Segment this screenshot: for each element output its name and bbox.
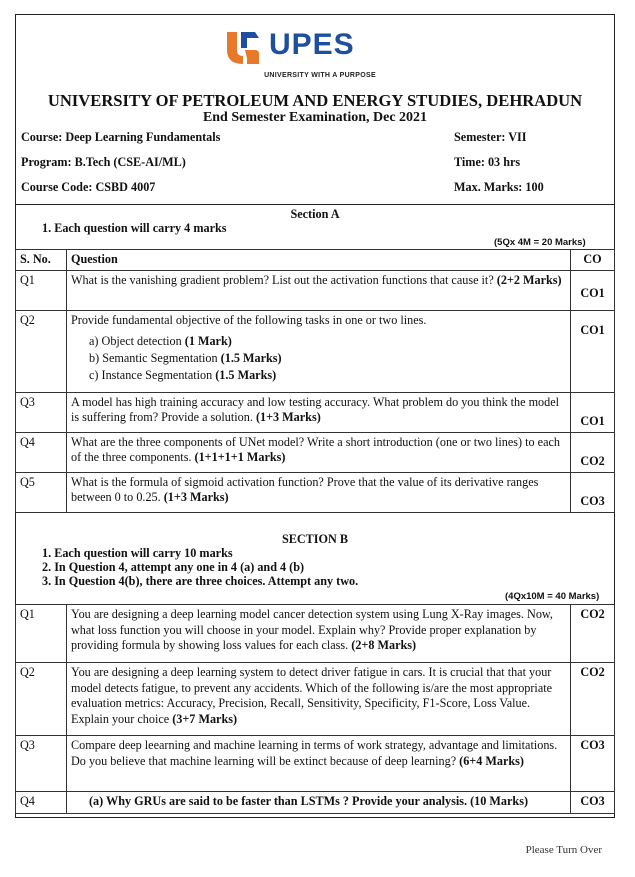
upes-logo bbox=[225, 26, 415, 86]
logo-wordmark: UPES bbox=[269, 28, 355, 61]
table-row bbox=[16, 432, 615, 472]
section-a-marks-note: (5Qx 4M = 20 Marks) bbox=[494, 237, 586, 248]
subpart-item bbox=[71, 333, 566, 350]
table-row bbox=[16, 310, 615, 392]
question-marks: (2+2 Marks) bbox=[496, 272, 562, 287]
question-marks: (1+3 Marks) bbox=[255, 410, 321, 424]
subpart-item bbox=[71, 350, 566, 367]
table-row bbox=[16, 605, 615, 663]
course-code: Course Code: CSBD 4007 bbox=[21, 180, 156, 194]
col-sno-header: S. No. bbox=[16, 250, 67, 271]
subpart-marks: (1 Mark) bbox=[184, 334, 232, 348]
program: Program: B.Tech (CSE-AI/ML) bbox=[21, 155, 186, 169]
question-number: Q4 bbox=[16, 792, 67, 814]
question-number: Q2 bbox=[16, 310, 67, 392]
subparts-list bbox=[71, 333, 566, 384]
question-body: You are designing a deep learning system to detect driver fatigue in cars. It is crucial that that your model detects fatigue, to prevent any accidents. Which of the following is/are the most appropriate evaluation metrics: Accuracy, Precision, Recall, Sensitivity, Specificity, F1-Score, Loss Value. Explain your choice bbox=[71, 665, 553, 726]
col-question-header: Question bbox=[67, 250, 571, 271]
question-body: A model has high training accuracy and low testing accuracy. What problem do you think the model is suffering from? Provide a solution. bbox=[71, 394, 560, 424]
question-number: Q1 bbox=[16, 270, 67, 310]
exam-title: End Semester Examination, Dec 2021 bbox=[202, 110, 428, 125]
section-b-instruction: 2. In Question 4, attempt any one in 4 (a) and 4 (b) bbox=[42, 560, 305, 574]
max-marks: Max. Marks: 100 bbox=[454, 180, 544, 194]
question-co: CO3 bbox=[571, 736, 615, 792]
question-text bbox=[67, 736, 571, 792]
subpart-label: a) Object detection bbox=[89, 334, 182, 348]
table-row bbox=[16, 663, 615, 736]
table-row bbox=[16, 270, 615, 310]
table-row bbox=[16, 792, 615, 814]
subpart-label: c) Instance Segmentation bbox=[89, 368, 213, 382]
section-a-table bbox=[15, 249, 615, 513]
question-body: You are designing a deep learning model cancer detection system using Lung X-Ray images. Now, what loss function you will choose in your model. Explain why? Provide proper explanation by providing formula by showing loss values for each class. bbox=[71, 607, 553, 652]
section-b-instruction: 1. Each question will carry 10 marks bbox=[42, 546, 233, 560]
section-b-title: SECTION B bbox=[281, 532, 349, 546]
section-a-instruction: 1. Each question will carry 4 marks bbox=[42, 221, 227, 235]
university-name: UNIVERSITY OF PETROLEUM AND ENERGY STUDIES, DEHRADUN bbox=[47, 91, 583, 110]
question-body: (a) Why GRUs are said to be faster than LSTMs ? Provide your analysis. bbox=[89, 794, 468, 808]
section-a-title: Section A bbox=[290, 207, 340, 221]
question-number: Q4 bbox=[16, 432, 67, 472]
question-co: CO2 bbox=[571, 663, 615, 736]
exam-time: Time: 03 hrs bbox=[454, 155, 521, 169]
question-body: What are the three components of UNet model? Write a short introduction (one or two lines) to each of the three components. bbox=[71, 434, 560, 464]
question-body: Compare deep leearning and machine learning in terms of work strategy, advantage and limitations. Do you believe that machine learning will be extinct because of deep learning? bbox=[71, 738, 558, 768]
question-body: What is the vanishing gradient problem? List out the activation functions that cause it? bbox=[71, 272, 494, 287]
question-text bbox=[67, 432, 571, 472]
question-number: Q1 bbox=[16, 605, 67, 663]
course-name: Course: Deep Learning Fundamentals bbox=[21, 130, 221, 144]
table-row bbox=[16, 392, 615, 432]
question-number: Q3 bbox=[16, 736, 67, 792]
table-header-row bbox=[16, 250, 615, 271]
upes-emblem-icon bbox=[225, 28, 261, 66]
question-number: Q2 bbox=[16, 663, 67, 736]
table-row bbox=[16, 472, 615, 512]
subpart-label: b) Semantic Segmentation bbox=[89, 351, 218, 365]
question-text bbox=[67, 270, 571, 310]
divider bbox=[15, 204, 615, 205]
question-co: CO2 bbox=[571, 432, 615, 472]
question-number: Q5 bbox=[16, 472, 67, 512]
question-marks: (1+3 Marks) bbox=[163, 490, 229, 504]
question-marks: (10 Marks) bbox=[470, 794, 529, 808]
section-b-table bbox=[15, 604, 615, 814]
section-b-marks-note: (4Qx10M = 40 Marks) bbox=[505, 591, 600, 602]
subpart-marks: (1.5 Marks) bbox=[215, 368, 277, 382]
question-body: Provide fundamental objective of the following tasks in one or two lines. bbox=[71, 312, 427, 327]
question-co: CO3 bbox=[571, 792, 615, 814]
question-number: Q3 bbox=[16, 392, 67, 432]
col-co-header: CO bbox=[571, 250, 615, 271]
page-footer: Please Turn Over bbox=[525, 844, 602, 856]
subpart-item bbox=[71, 367, 566, 384]
question-co: CO1 bbox=[571, 310, 615, 392]
question-co: CO3 bbox=[571, 472, 615, 512]
question-text bbox=[67, 472, 571, 512]
question-text bbox=[67, 663, 571, 736]
subpart-marks: (1.5 Marks) bbox=[220, 351, 282, 365]
question-co: CO1 bbox=[571, 270, 615, 310]
question-text bbox=[67, 792, 571, 814]
question-co: CO2 bbox=[571, 605, 615, 663]
section-b-instruction: 3. In Question 4(b), there are three choices. Attempt any two. bbox=[42, 574, 359, 588]
question-text bbox=[67, 392, 571, 432]
question-co: CO1 bbox=[571, 392, 615, 432]
question-marks: (3+7 Marks) bbox=[172, 711, 238, 726]
question-text bbox=[67, 605, 571, 663]
question-marks: (1+1+1+1 Marks) bbox=[194, 450, 286, 464]
semester: Semester: VII bbox=[454, 130, 527, 144]
question-marks: (2+8 Marks) bbox=[351, 638, 417, 652]
question-text bbox=[67, 310, 571, 392]
table-row bbox=[16, 736, 615, 792]
question-body: What is the formula of sigmoid activation function? Prove that the value of its derivative ranges between 0 to 0.25. bbox=[71, 474, 539, 504]
question-marks: (6+4 Marks) bbox=[459, 753, 524, 768]
logo-tagline: UNIVERSITY WITH A PURPOSE bbox=[264, 72, 376, 79]
